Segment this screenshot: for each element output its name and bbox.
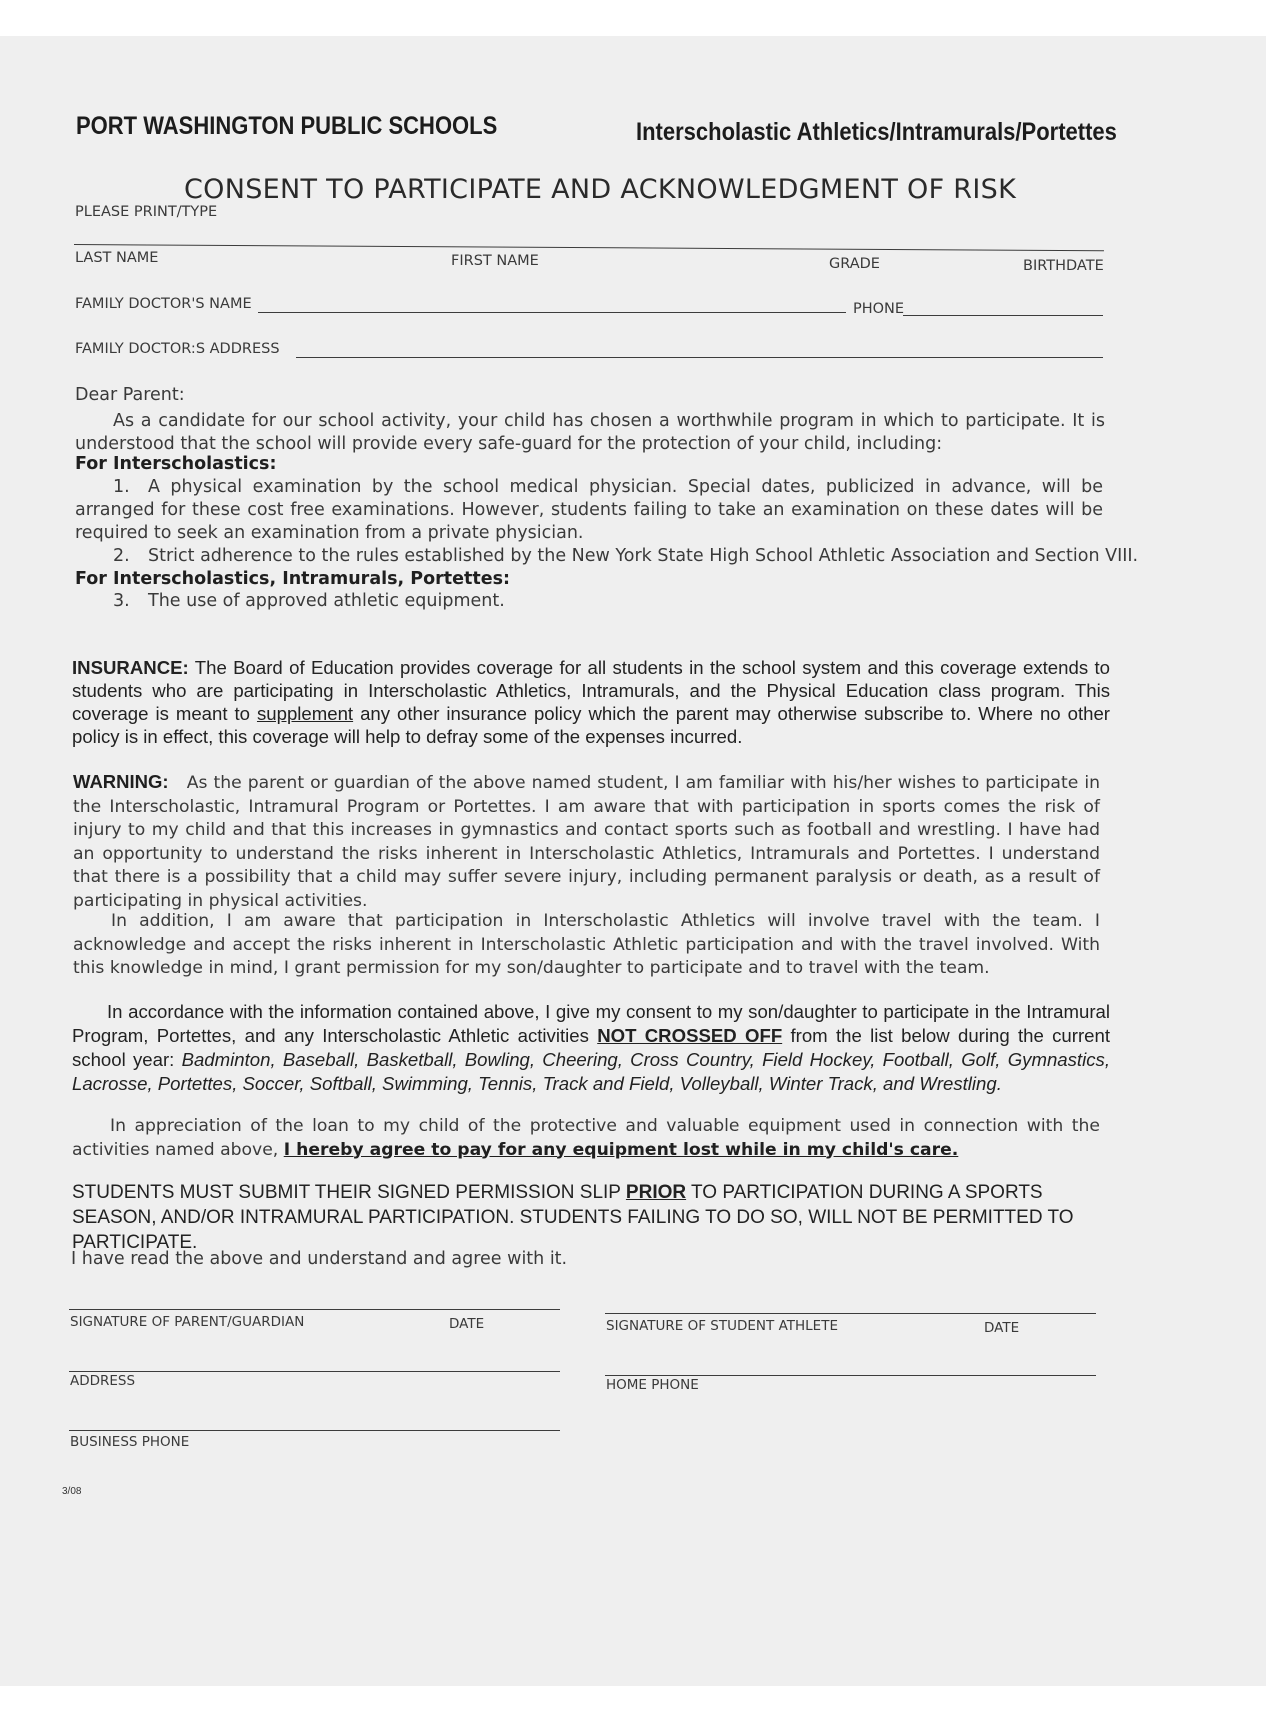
consent-text-a: In accordance with the information contained above, I give my consent to my son/daughter to participate in the Intramural Program, Portettes, and any Interscholastic Athletic activities bbox=[72, 1001, 1110, 1046]
equipment-paragraph bbox=[72, 1115, 1100, 1162]
student-date-label: DATE bbox=[984, 1320, 1020, 1336]
parent-signature-label: SIGNATURE OF PARENT/GUARDIAN bbox=[70, 1314, 305, 1330]
doctor-name-label: FAMILY DOCTOR'S NAME bbox=[75, 296, 252, 312]
notice-text-b: TO PARTICIPATION DURING A SPORTS SEASON, AND/OR INTRAMURAL PARTICIPATION. STUDENTS FAILING TO DO SO, WILL NOT BE PERMITTED TO PARTICIPATE. bbox=[72, 1182, 1074, 1253]
interscholastics-heading: For Interscholastics: bbox=[75, 454, 277, 474]
warning-paragraph bbox=[73, 770, 1100, 913]
insurance-paragraph bbox=[72, 656, 1110, 748]
consent-paragraph bbox=[72, 1000, 1110, 1096]
district-name: PORT WASHINGTON PUBLIC SCHOOLS bbox=[76, 112, 498, 140]
form-title: CONSENT TO PARTICIPATE AND ACKNOWLEDGMENT OF RISK bbox=[184, 174, 1017, 205]
doctor-address-label: FAMILY DOCTOR:S ADDRESS bbox=[75, 341, 280, 357]
print-note: PLEASE PRINT/TYPE bbox=[75, 204, 218, 220]
warning-label: WARNING: bbox=[73, 771, 169, 792]
home-phone-line[interactable] bbox=[605, 1375, 1096, 1376]
doctor-phone-line[interactable] bbox=[903, 315, 1103, 316]
insurance-text-b: any other insurance policy which the parent may otherwise subscribe to. Where no other policy is in effect, this coverage will help to defray some of the expenses incurred. bbox=[72, 703, 1110, 747]
equipment-agreement: I hereby agree to pay for any equipment lost while in my child's care. bbox=[283, 1139, 959, 1160]
submission-notice bbox=[72, 1180, 1112, 1255]
insurance-supplement: supplement bbox=[256, 703, 354, 724]
consent-text-b: from the list below during the current school year: bbox=[72, 1025, 1110, 1070]
equipment-text: In appreciation of the loan to my child of the protective and valuable equipment used in connection with the activities named above, bbox=[72, 1116, 1100, 1160]
notice-text-a: STUDENTS MUST SUBMIT THEIR SIGNED PERMISSION SLIP bbox=[72, 1182, 626, 1203]
birthdate-label: BIRTHDATE bbox=[1023, 258, 1104, 274]
business-phone-line[interactable] bbox=[69, 1430, 560, 1431]
warning-text: As the parent or guardian of the above named student, I am familiar with his/her wishes to participate in the Interscholastic, Intramural Program or Portettes. I am aware that with participation in sports comes the risk of injury to my child and that this increases in gymnastics and contact sports such as football and wrestling. I have had an opportunity to understand the risks inherent in Interscholastic Athletics, Intramurals and Portettes. I understand that there is a possibility that a child may suffer severe injury, including permanent paralysis or death, as a result of participating in physical activities. bbox=[73, 773, 1100, 911]
travel-paragraph: In addition, I am aware that participation in Interscholastic Athletics will involve travel with the team. I acknowledge and accept the risks inherent in Interscholastic Athletic participation and with the travel involved. With this knowledge in mind, I grant permission for my son/daughter to participate and to travel with the team. bbox=[73, 911, 1100, 978]
address-label: ADDRESS bbox=[70, 1373, 136, 1389]
grade-label: GRADE bbox=[829, 256, 880, 272]
item-2-text: Strict adherence to the rules established by the New York State High School Athletic Association and Section VIII. bbox=[148, 546, 1139, 566]
home-phone-label: HOME PHONE bbox=[606, 1377, 699, 1393]
intro-paragraph: As a candidate for our school activity, your child has chosen a worthwhile program in which to participate. It is understood that the school will provide every safe-guard for the protection of your child, including: bbox=[75, 411, 1105, 454]
last-name-label: LAST NAME bbox=[75, 250, 159, 266]
address-line[interactable] bbox=[69, 1371, 560, 1372]
parent-signature-line[interactable] bbox=[69, 1309, 560, 1310]
business-phone-label: BUSINESS PHONE bbox=[70, 1434, 190, 1450]
first-name-label: FIRST NAME bbox=[451, 253, 539, 269]
item-3-text: The use of approved athletic equipment. bbox=[148, 591, 505, 611]
revision-date: 3/08 bbox=[62, 1486, 82, 1497]
salutation: Dear Parent: bbox=[75, 385, 185, 405]
item-1-text: A physical examination by the school medical physician. Special dates, publicized in advance, will be arranged for these cost free examinations. However, students failing to take an examination on these dates will be required to seek an examination from a private physician. bbox=[75, 477, 1103, 543]
acknowledgment: I have read the above and understand and agree with it. bbox=[71, 1249, 568, 1269]
item-2-number: 2. bbox=[113, 546, 130, 566]
student-signature-line[interactable] bbox=[605, 1313, 1096, 1314]
notice-prior: PRIOR bbox=[625, 1182, 687, 1203]
item-3-number: 3. bbox=[113, 591, 130, 611]
program-names: Interscholastic Athletics/Intramurals/Portettes bbox=[636, 118, 1117, 146]
student-signature-label: SIGNATURE OF STUDENT ATHLETE bbox=[606, 1318, 838, 1334]
insurance-label: INSURANCE: bbox=[72, 657, 189, 678]
all-programs-heading: For Interscholastics, Intramurals, Portettes: bbox=[75, 569, 511, 589]
parent-date-label: DATE bbox=[449, 1316, 485, 1332]
insurance-text-a: The Board of Education provides coverage for all students in the school system and this coverage extends to students who are participating in Interscholastic Athletics, Intramurals, and the Physical Education class program. This coverage is meant to bbox=[72, 657, 1110, 724]
phone-label: PHONE bbox=[853, 301, 905, 317]
item-1-number: 1. bbox=[113, 477, 130, 497]
not-crossed-off: NOT CROSSED OFF bbox=[597, 1025, 783, 1046]
doctor-name-line[interactable] bbox=[258, 312, 846, 313]
sports-list: Badminton, Baseball, Basketball, Bowling, Cheering, Cross Country, Field Hockey, Football, Golf, Gymnastics, Lacrosse, Portettes, Soccer, Softball, Swimming, Tennis, Track and Field, Volleyball, Winter Track, and Wrestling. bbox=[72, 1049, 1110, 1094]
doctor-address-line[interactable] bbox=[296, 357, 1103, 358]
